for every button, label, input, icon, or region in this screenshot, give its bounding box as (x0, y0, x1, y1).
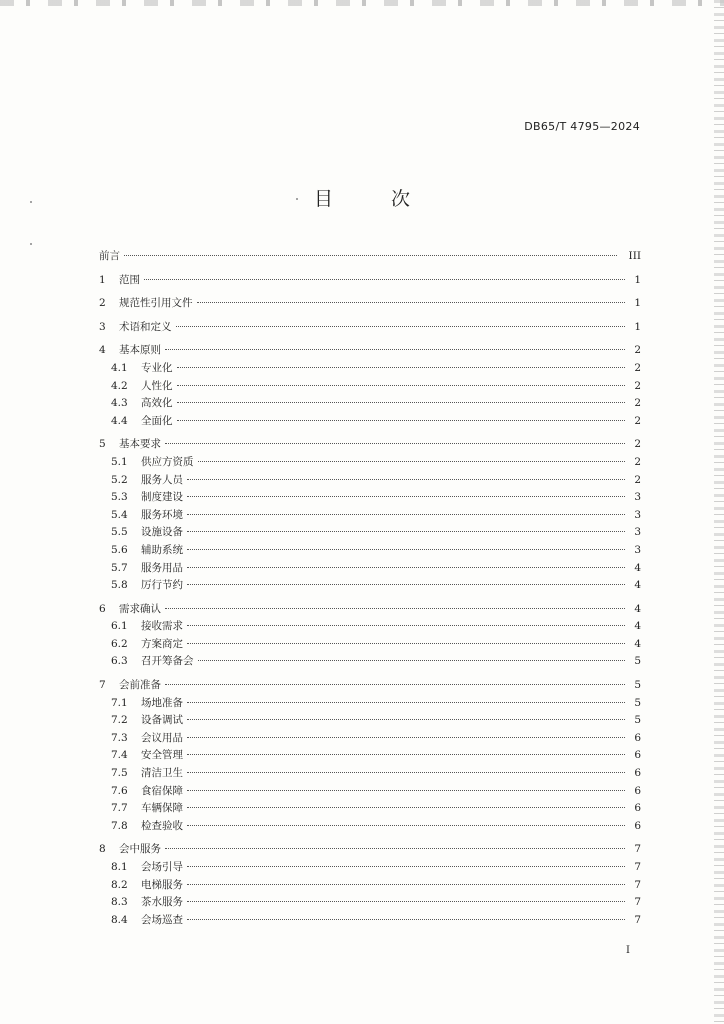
toc-entry (99, 295, 641, 313)
toc-entry (99, 560, 641, 578)
toc-entry-label: 供应方资质 (141, 455, 194, 468)
toc-dot-leader (187, 567, 625, 568)
toc-dot-leader (165, 684, 625, 685)
toc-entry-page: 5 (634, 679, 641, 692)
toc-entry (99, 818, 641, 836)
toc-entry-number: 4.1 (111, 361, 128, 374)
toc-dot-leader (177, 367, 626, 368)
toc-dot-leader (187, 625, 625, 626)
toc-entry-label: 会中服务 (119, 843, 161, 856)
toc-entry-page: 6 (634, 749, 641, 762)
toc-entry-page: 6 (634, 784, 641, 797)
toc-entry-number: 5 (99, 438, 106, 451)
toc-entry-page: III (628, 250, 641, 262)
toc-entry-label: 会前准备 (119, 679, 161, 692)
toc-entry (99, 677, 641, 695)
toc-dot-leader (187, 825, 625, 826)
toc-dot-leader (187, 514, 625, 515)
toc-entry-number: 4.3 (111, 397, 128, 410)
toc-entry-label: 检查验收 (141, 819, 183, 832)
scan-speck (30, 243, 32, 245)
toc-entry-page: 5 (634, 714, 641, 727)
toc-dot-leader (187, 807, 625, 808)
toc-entry-number: 6.1 (111, 620, 128, 633)
toc-entry-number: 8.2 (111, 878, 128, 891)
toc-entry-number: 5.6 (111, 543, 128, 556)
toc-entry-number: 8.4 (111, 913, 128, 926)
toc-entry-page: 2 (634, 361, 641, 374)
toc-entry-number: 5.8 (111, 579, 128, 592)
toc-entry (99, 524, 641, 542)
toc-dot-leader (187, 719, 625, 720)
toc-entry-label: 设施设备 (141, 526, 183, 539)
toc-entry (99, 436, 641, 454)
toc-entry (99, 695, 641, 713)
toc-dot-leader (165, 608, 625, 609)
toc-entry-page: 1 (634, 320, 641, 333)
toc-entry-page: 2 (634, 455, 641, 468)
toc-entry (99, 877, 641, 895)
toc-dot-leader (177, 385, 626, 386)
toc-entry-page: 4 (634, 602, 641, 615)
toc-entry-label: 专业化 (141, 361, 173, 374)
toc-entry-page: 5 (634, 655, 641, 668)
toc-entry-page: 5 (634, 696, 641, 709)
toc-entry-label: 召开筹备会 (141, 655, 194, 668)
toc-entry-number: 7.4 (111, 749, 128, 762)
toc-entry (99, 841, 641, 859)
toc-entry (99, 413, 641, 431)
toc-dot-leader (165, 443, 625, 444)
toc-entry-number: 5.3 (111, 491, 128, 504)
toc-dot-leader (187, 737, 625, 738)
toc-dot-leader (187, 901, 625, 902)
toc-dot-leader (187, 919, 625, 920)
toc-entry-label: 辅助系统 (141, 543, 183, 556)
toc-entry-page: 4 (634, 579, 641, 592)
toc-dot-leader (187, 479, 625, 480)
toc-entry (99, 601, 641, 619)
toc-entry-number: 5.5 (111, 526, 128, 539)
toc-entry-label: 全面化 (141, 414, 173, 427)
toc-entry-page: 4 (634, 637, 641, 650)
toc-entry (99, 577, 641, 595)
toc-entry-label: 茶水服务 (141, 896, 183, 909)
toc-dot-leader (198, 660, 626, 661)
toc-entry-page: 6 (634, 802, 641, 815)
toc-entry-number: 5.7 (111, 561, 128, 574)
toc-dot-leader (187, 549, 625, 550)
toc-entry-number: 7.5 (111, 767, 128, 780)
toc-entry-number: 7 (99, 679, 106, 692)
toc-entry (99, 542, 641, 560)
toc-entry-label: 车辆保障 (141, 802, 183, 815)
toc-entry-number: 7.6 (111, 784, 128, 797)
toc-entry-label: 清洁卫生 (141, 767, 183, 780)
toc-entry-label: 会场引导 (141, 861, 183, 873)
toc-dot-leader (177, 402, 626, 403)
toc-entry-number: 8 (99, 843, 106, 856)
toc-entry-page: 2 (634, 438, 641, 451)
toc-dot-leader (197, 302, 626, 303)
toc-entry (99, 894, 641, 912)
toc-entry-number: 4 (99, 344, 106, 357)
toc-entry (99, 800, 641, 818)
toc-dot-leader (187, 496, 625, 497)
toc-entry-page: 2 (634, 414, 641, 427)
toc-entry (99, 395, 641, 413)
toc-entry (99, 747, 641, 765)
toc-entry-number: 6.2 (111, 637, 128, 650)
toc-entry-page: 6 (634, 731, 641, 744)
toc-entry-number: 1 (99, 273, 106, 286)
toc-dot-leader (144, 279, 625, 280)
toc-entry-page: 2 (634, 473, 641, 486)
toc-entry (99, 472, 641, 490)
toc-entry-page: 3 (634, 543, 641, 556)
toc-entry-label: 基本要求 (119, 438, 161, 451)
toc-entry (99, 730, 641, 748)
toc-entry-page: 2 (634, 344, 641, 357)
toc-entry-label: 需求确认 (119, 602, 161, 615)
toc-entry-page: 6 (634, 819, 641, 832)
toc-entry-label: 方案商定 (141, 637, 183, 650)
toc-entry-number: 6.3 (111, 655, 128, 668)
toc-entry-number: 7.2 (111, 714, 128, 727)
toc-entry (99, 712, 641, 730)
toc-entry-page: 3 (634, 508, 641, 521)
toc-entry-page: 4 (634, 561, 641, 574)
toc-entry-page: 7 (634, 896, 641, 909)
toc-entry-page: 7 (634, 843, 641, 856)
toc-entry-page: 1 (634, 297, 641, 310)
toc-entry-number: 5.1 (111, 455, 128, 468)
toc-entry (99, 765, 641, 783)
toc-entry (99, 636, 641, 654)
toc-entry-number: 7.3 (111, 731, 128, 744)
toc-dot-leader (187, 531, 625, 532)
table-of-contents (99, 248, 641, 929)
toc-entry (99, 653, 641, 671)
toc-entry-label: 设备调试 (141, 714, 183, 727)
document-code: DB65/T 4795—2024 (524, 120, 640, 133)
toc-entry-number: 7.8 (111, 819, 128, 832)
toc-entry-label: 服务用品 (141, 561, 183, 574)
toc-entry-number: 7.7 (111, 802, 128, 815)
toc-entry-label: 服务人员 (141, 473, 183, 486)
toc-entry-label: 基本原则 (119, 344, 161, 357)
toc-entry-label: 场地准备 (141, 696, 183, 709)
toc-entry-page: 2 (634, 379, 641, 392)
toc-entry (99, 342, 641, 360)
toc-entry (99, 507, 641, 525)
toc-entry-label: 制度建设 (141, 491, 183, 504)
toc-dot-leader (124, 255, 617, 256)
toc-entry-page: 4 (634, 620, 641, 633)
toc-entry (99, 783, 641, 801)
toc-dot-leader (165, 848, 625, 849)
toc-entry-label: 厉行节约 (141, 579, 183, 592)
toc-dot-leader (187, 866, 625, 867)
toc-entry-label: 安全管理 (141, 749, 183, 762)
scan-edge-right (714, 0, 724, 1024)
toc-entry-page: 3 (634, 526, 641, 539)
scan-edge-top (0, 0, 724, 6)
toc-entry-label: 会场巡查 (141, 913, 183, 926)
toc-entry-label: 电梯服务 (141, 878, 183, 891)
toc-entry-page: 7 (634, 913, 641, 926)
toc-entry-label: 服务环境 (141, 508, 183, 521)
toc-dot-leader (187, 790, 625, 791)
toc-entry-number: 2 (99, 297, 106, 310)
toc-entry-page: 2 (634, 397, 641, 410)
toc-entry-label: 人性化 (141, 379, 173, 392)
toc-dot-leader (165, 349, 625, 350)
toc-title: 目 次 (313, 188, 437, 210)
toc-entry-number: 7.1 (111, 696, 128, 709)
toc-entry-page: 7 (634, 878, 641, 891)
toc-dot-leader (177, 420, 626, 421)
toc-entry-label: 规范性引用文件 (119, 297, 193, 310)
toc-dot-leader (176, 326, 626, 327)
toc-entry-label: 会议用品 (141, 731, 183, 744)
toc-entry-label: 术语和定义 (119, 320, 172, 333)
toc-entry (99, 912, 641, 930)
toc-entry (99, 272, 641, 290)
toc-entry-number: 3 (99, 320, 106, 333)
toc-entry-page: 3 (634, 491, 641, 504)
toc-entry-number: 5.4 (111, 508, 128, 521)
toc-dot-leader (187, 884, 625, 885)
toc-entry-number: 4.2 (111, 379, 128, 392)
toc-dot-leader (187, 643, 625, 644)
toc-entry (99, 859, 641, 877)
toc-entry-page: 6 (634, 767, 641, 780)
toc-entry-label: 前言 (99, 250, 120, 262)
toc-entry-label: 食宿保障 (141, 784, 183, 797)
toc-entry (99, 378, 641, 396)
toc-dot-leader (187, 702, 625, 703)
toc-entry (99, 319, 641, 337)
toc-entry-label: 接收需求 (141, 620, 183, 633)
toc-entry (99, 454, 641, 472)
toc-entry-page: 7 (634, 861, 641, 873)
toc-entry-number: 5.2 (111, 473, 128, 486)
toc-entry-number: 8.1 (111, 861, 128, 873)
toc-entry-number: 6 (99, 602, 106, 615)
toc-entry (99, 489, 641, 507)
toc-entry (99, 360, 641, 378)
toc-entry-number: 4.4 (111, 414, 128, 427)
toc-entry (99, 248, 641, 266)
page-number: I (626, 945, 630, 956)
toc-entry-label: 范围 (119, 273, 140, 286)
toc-entry-label: 高效化 (141, 397, 173, 410)
toc-entry-number: 8.3 (111, 896, 128, 909)
toc-entry (99, 618, 641, 636)
toc-entry-page: 1 (634, 273, 641, 286)
toc-dot-leader (198, 461, 626, 462)
toc-dot-leader (187, 754, 625, 755)
toc-dot-leader (187, 772, 625, 773)
toc-dot-leader (187, 584, 625, 585)
